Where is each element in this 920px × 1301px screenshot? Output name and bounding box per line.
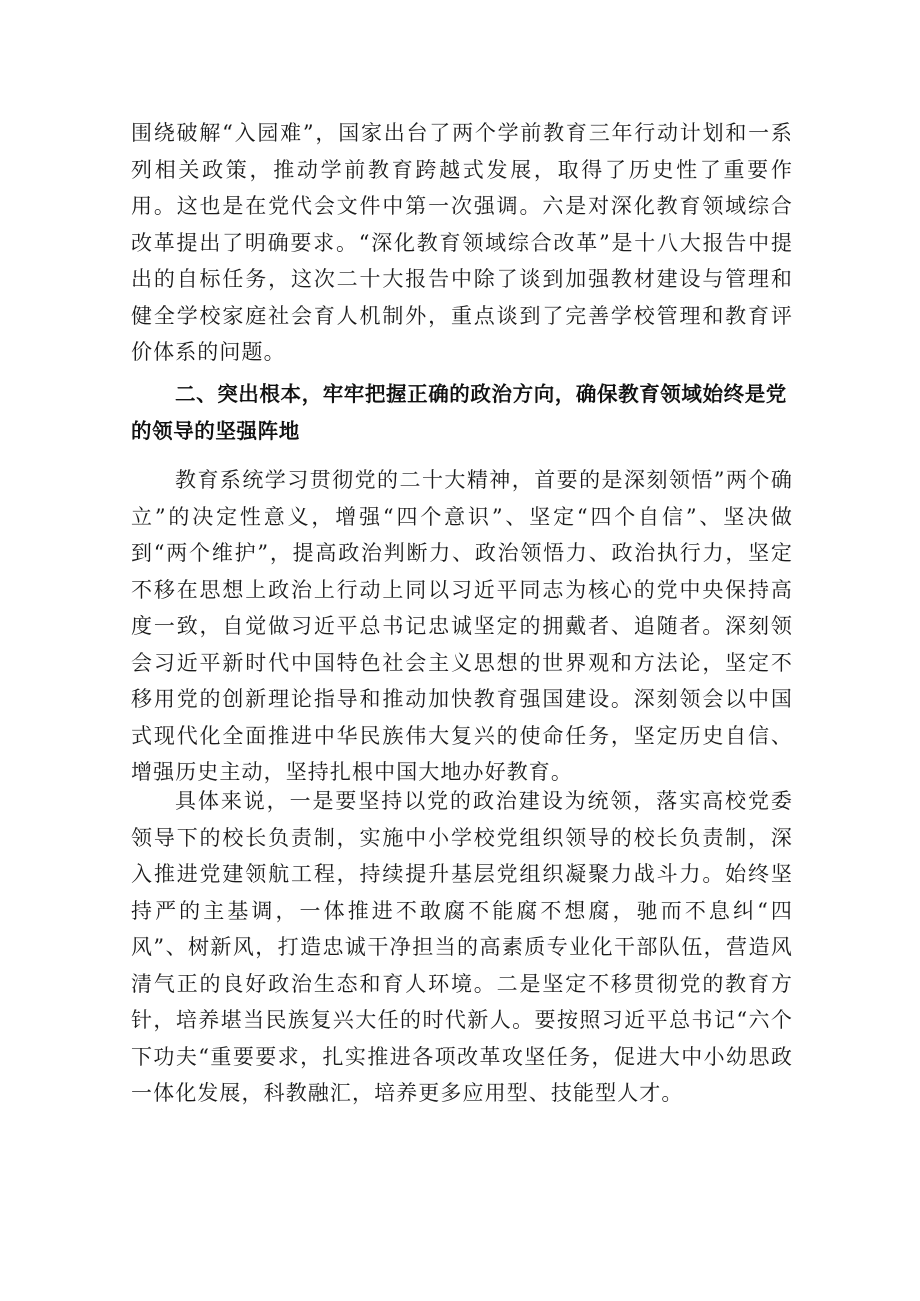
body-paragraph: 教育系统学习贯彻党的二十大精神，首要的是深刻领悟”两个确立”的决定性意义，增强“四个意识”、坚定“四个自信”、坚决做到“两个维护”，提高政治判断力、政治领悟力、政治执行力，坚定不移在思想上政治上行动上同以习近平同志为核心的党中央保持高度一致，自觉做习近平总书记忠诚坚定的拥戴者、追随者。深刻领会习近平新时代中国特色社会主义思想的世界观和方法论，坚定不移用党的创新理论指导和推动加快教育强国建设。深刻领会以中国式现代化全面推进中华民族伟大复兴的使命任务，坚定历史自信、增强历史主动，坚持扎根中国大地办好教育。: [131, 468, 793, 784]
paragraph-block: [131, 783, 793, 1112]
section-heading: 二、突出根本，牢牢把握正确的政治方向，确保教育领域始终是党的领导的坚强阵地: [131, 382, 787, 443]
body-paragraph: 围绕破解“入园难”，国家出台了两个学前教育三年行动计划和一系列相关政策，推动学前教育跨越式发展，取得了历史性了重要作用。这也是在党代会文件中第一次强调。六是对深化教育领域综合改革提出了明确要求。“深化教育领域综合改革”是十八大报告中提出的自标任务，这次二十大报告中除了谈到加强教材建设与管理和健全学校家庭社会育人机制外，重点谈到了完善学校管理和教育评价体系的问题。: [131, 121, 793, 364]
body-paragraph: 具体来说，一是要坚持以党的政治建设为统领，落实高校党委领导下的校长负责制，实施中小学校党组织领导的校长负责制，深入推进党建领航工程，持续提升基层党组织凝聚力战斗力。始终坚持严的主基调，一体推进不敢腐不能腐不想腐，驰而不息纠“四风”、树新风，打造忠诚干净担当的高素质专业化干部队伍，营造风清气正的良好政治生态和育人环境。二是坚定不移贯彻党的教育方针，培养堪当民族复兴大任的时代新人。要按照习近平总书记“六个下功夫“重要要求，扎实推进各项改革攻坚任务，促进大中小幼思政一体化发展，科教融汇，培养更多应用型、技能型人才。: [131, 789, 793, 1105]
paragraph-block: [131, 462, 793, 791]
paragraph-continuation: [131, 115, 793, 371]
